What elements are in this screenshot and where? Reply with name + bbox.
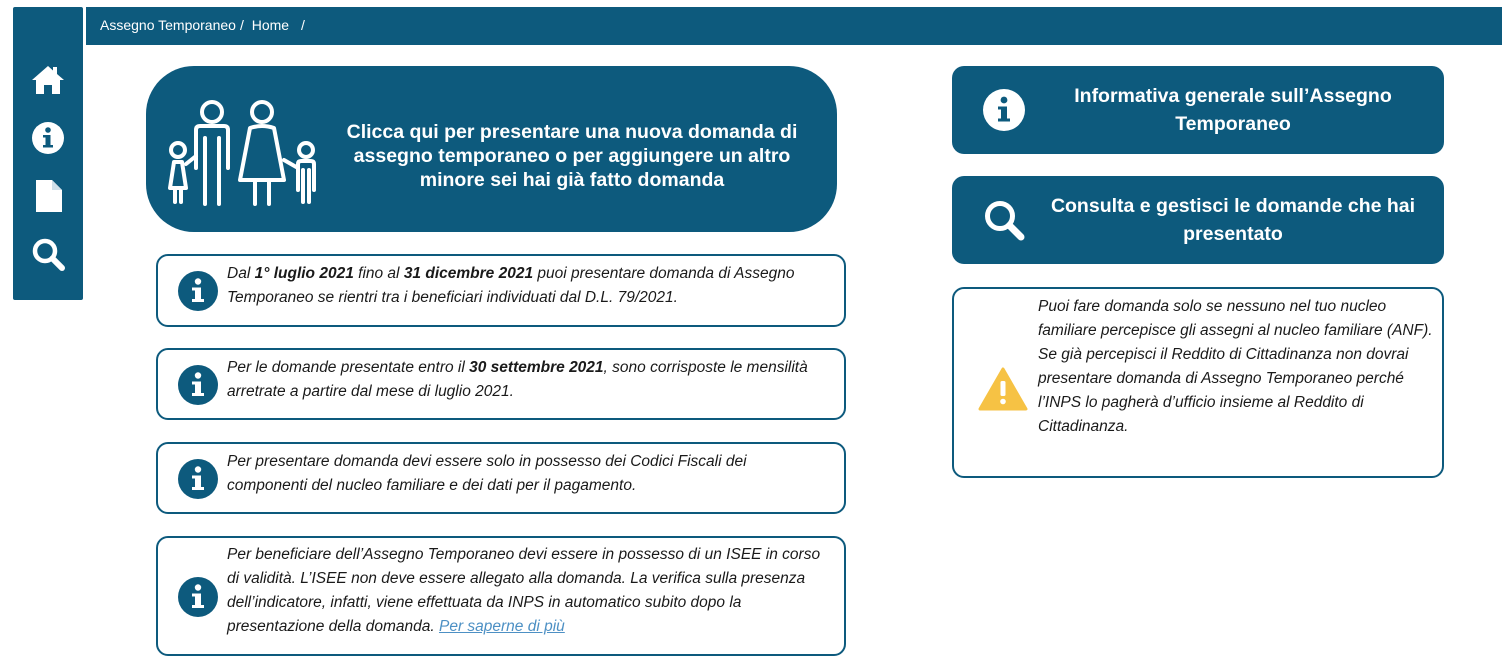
top-bar: [86, 7, 1502, 45]
home-icon: [30, 62, 66, 98]
bold-date: 31 dicembre 2021: [403, 265, 534, 282]
info-text-arrears: [227, 356, 830, 404]
manage-applications-button[interactable]: [952, 176, 1444, 264]
info-icon: [982, 88, 1026, 132]
info-box-isee: [156, 536, 846, 656]
search-icon: [982, 198, 1026, 242]
text-segment: Per presentare domanda devi essere solo in possesso dei Codici Fiscali dei componenti del nucleo familiare e dei dati per il pagamento.: [227, 453, 747, 494]
info-text-isee: [227, 543, 830, 639]
bold-date: 1° luglio 2021: [254, 265, 354, 282]
bold-date: 30 settembre 2021: [469, 359, 604, 376]
text-segment: Per beneficiare dell’Assegno Temporaneo devi essere in possesso di un ISEE in corso di validità. L’ISEE non deve essere allegato alla domanda. La verifica sulla presenza dell’indicatore, infatti, viene effettuata da INPS in automatico subito dopo la presentazione della domanda.: [227, 546, 821, 635]
warning-box: [952, 287, 1444, 478]
text-segment: puoi presentare domanda di Assegno Temporaneo se rientri tra i beneficiari individuati dal D.L. 79/2021.: [227, 265, 795, 306]
family-icon: [160, 98, 326, 208]
general-info-button[interactable]: [952, 66, 1444, 154]
text-segment: Dal: [227, 265, 255, 282]
breadcrumb-separator: /: [239, 17, 244, 33]
info-text-dates: [227, 262, 830, 310]
info-icon: [177, 270, 219, 312]
manage-applications-label: Consulta e gestisci le domande che hai presentato: [1050, 195, 1416, 245]
breadcrumb-item-assegno[interactable]: Assegno Temporaneo: [100, 17, 236, 33]
text-segment: , sono corrisposte le mensilità arretrate a partire dal mese di luglio 2021.: [227, 359, 808, 400]
text-segment: Per le domande presentate entro il: [227, 359, 470, 376]
warning-line-anf: Puoi fare domanda solo se nessuno nel tuo nucleo familiare percepisce gli assegni al nucleo familiare (ANF).: [1038, 298, 1433, 339]
text-segment: fino al: [353, 265, 404, 282]
info-icon: [177, 576, 219, 618]
breadcrumb-trailing-separator: /: [300, 17, 305, 33]
info-box-dates: [156, 254, 846, 327]
sidebar-item-home[interactable]: [13, 55, 83, 105]
new-application-label: Clicca qui per presentare una nuova domanda di assegno temporaneo o per aggiungere un altro minore sei hai già fatto domanda: [346, 121, 798, 191]
breadcrumb: [100, 17, 311, 33]
info-icon: [30, 120, 66, 156]
warning-line-rdc: Se già percepisci il Reddito di Cittadinanza non dovrai presentare domanda di Assegno Temporaneo perché l’INPS lo pagherà d’ufficio insieme al Reddito di Cittadinanza.: [1038, 346, 1409, 435]
sidebar-item-document[interactable]: [13, 171, 83, 221]
learn-more-link[interactable]: Per saperne di più: [438, 618, 565, 635]
sidebar-item-info[interactable]: [13, 113, 83, 163]
new-application-button[interactable]: [146, 66, 837, 232]
info-box-documents: [156, 442, 846, 514]
sidebar-item-search[interactable]: [13, 229, 83, 279]
info-box-arrears: [156, 348, 846, 420]
warning-text: [1038, 295, 1438, 439]
breadcrumb-item-home[interactable]: Home: [251, 17, 290, 33]
info-text-documents: [227, 450, 830, 498]
info-icon: [177, 458, 219, 500]
document-icon: [30, 178, 66, 214]
info-icon: [177, 364, 219, 406]
search-icon: [30, 236, 66, 272]
sidebar: [13, 7, 83, 300]
warning-icon: [978, 367, 1028, 411]
general-info-label: Informativa generale sull’Assegno Temporaneo: [1074, 85, 1392, 135]
